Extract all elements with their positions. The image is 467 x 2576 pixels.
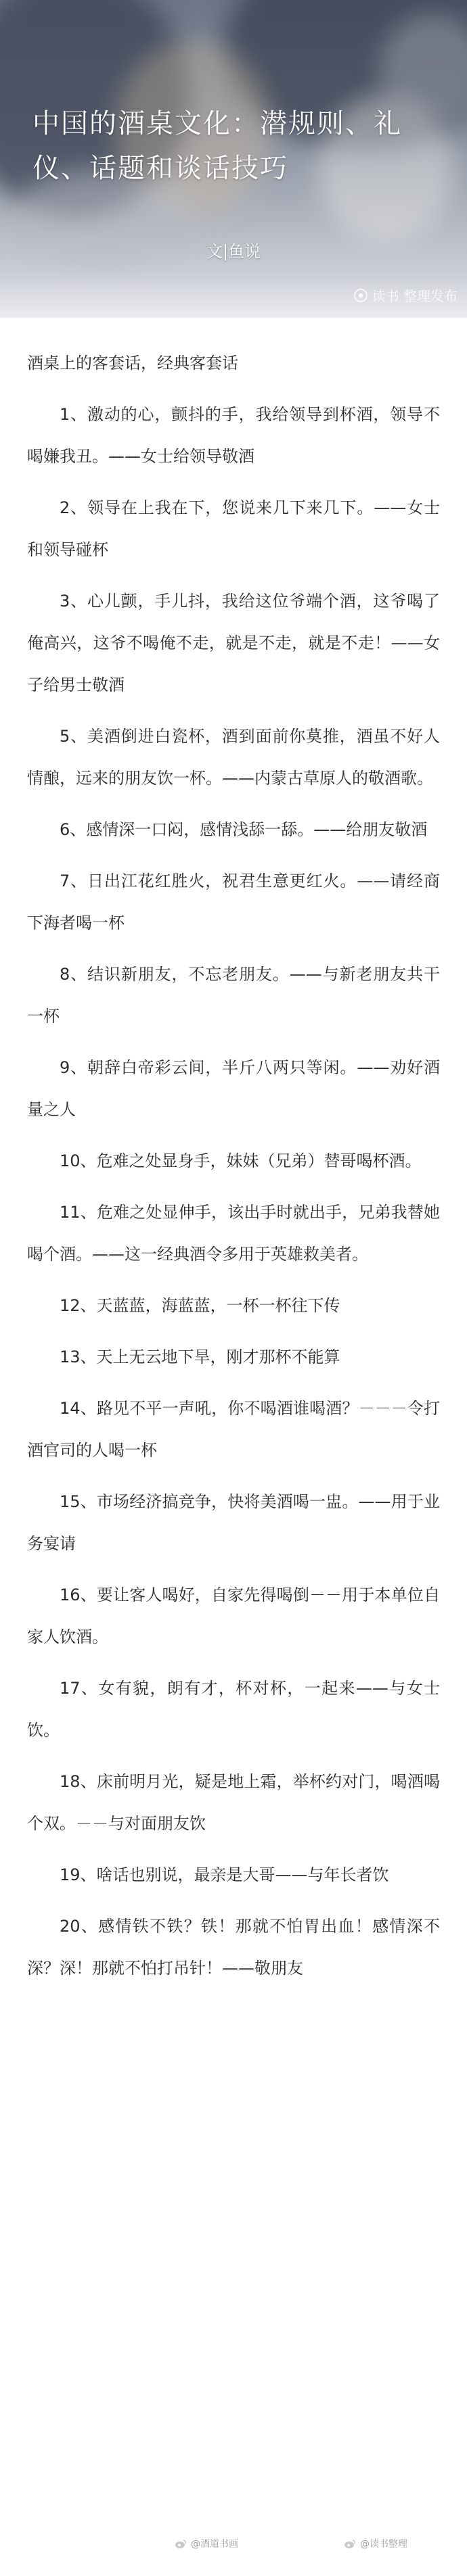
toast-entry: 6、感情深一口闷，感情浅舔一舔。——给朋友敬酒 [60, 820, 428, 839]
toast-entry: 12、天蓝蓝，海蓝蓝，一杯一杯往下传 [60, 1296, 340, 1315]
toast-entry: 17、女有貌，朗有才，杯对杯，一起来——与女士饮。 [27, 1679, 440, 1740]
toast-entry: 18、床前明月光，疑是地上霜，举杯约对门，喝酒喝个双。－－与对面朋友饮 [27, 1772, 440, 1833]
header-banner [0, 0, 467, 318]
article-intro: 酒桌上的客套话，经典客套话 [27, 354, 238, 373]
toast-entry: 19、啥话也别说，最亲是大哥——与年长者饮 [60, 1865, 389, 1884]
toast-entry: 3、心儿颤，手儿抖，我给这位爷端个酒，这爷喝了俺高兴，这爷不喝俺不走，就是不走，就是不走！——女子给男士敬酒 [27, 592, 440, 694]
toast-entry: 16、要让客人喝好，自家先得喝倒－－用于本单位自家人饮酒。 [27, 1585, 440, 1646]
footer-watermark-left [175, 2537, 238, 2550]
weibo-eye-icon [353, 288, 368, 303]
footer-watermark-right-text: @读书整理 [360, 2539, 407, 2550]
footer-watermark-left-text: @酒道书画 [191, 2539, 238, 2550]
toast-entry: 10、危难之处显身手，妹妹（兄弟）替哥喝杯酒。 [60, 1151, 422, 1170]
article-title: 中国的酒桌文化：潜规则、礼仪、话题和谈话技巧 [32, 108, 402, 184]
toast-entry: 13、天上无云地下旱，刚才那杯不能算 [60, 1347, 340, 1366]
toast-entry: 11、危难之处显伸手，该出手时就出手，兄弟我替她喝个酒。——这一经典酒令多用于英雄救美者。 [27, 1203, 440, 1264]
article-body [0, 318, 467, 1989]
weibo-icon [344, 2539, 356, 2549]
toast-entry: 9、朝辞白帝彩云间，半斤八两只等闲。——劝好酒量之人 [27, 1058, 440, 1119]
weibo-icon [175, 2539, 187, 2549]
footer-watermark-right [344, 2537, 407, 2550]
toast-entry: 15、市场经济搞竞争，快将美酒喝一盅。——用于业务宴请 [27, 1492, 440, 1553]
toast-entry: 20、感情铁不铁？铁！那就不怕胃出血！感情深不深？深！那就不怕打吊针！——敬朋友 [27, 1917, 440, 1978]
toast-entry: 8、结识新朋友，不忘老朋友。——与新老朋友共干一杯 [27, 965, 440, 1026]
article-author: 文|鱼说 [206, 242, 261, 261]
toast-entry: 1、激动的心，颤抖的手，我给领导到杯酒，领导不喝嫌我丑。——女士给领导敬酒 [27, 405, 440, 466]
banner-watermark [353, 285, 458, 305]
banner-watermark-text: 读书 整理发布 [372, 288, 458, 304]
toast-entry: 14、路见不平一声吼，你不喝酒谁喝酒？－－－令打酒官司的人喝一杯 [27, 1399, 440, 1460]
toast-entry: 5、美酒倒进白瓷杯，酒到面前你莫推，酒虽不好人情酿，远来的朋友饮一杯。——内蒙古草原人的敬酒歌。 [27, 727, 440, 788]
toast-entry: 2、领导在上我在下，您说来几下来几下。——女士和领导碰杯 [27, 498, 440, 559]
toast-entry: 7、日出江花红胜火，祝君生意更红火。——请经商下海者喝一杯 [27, 872, 440, 932]
